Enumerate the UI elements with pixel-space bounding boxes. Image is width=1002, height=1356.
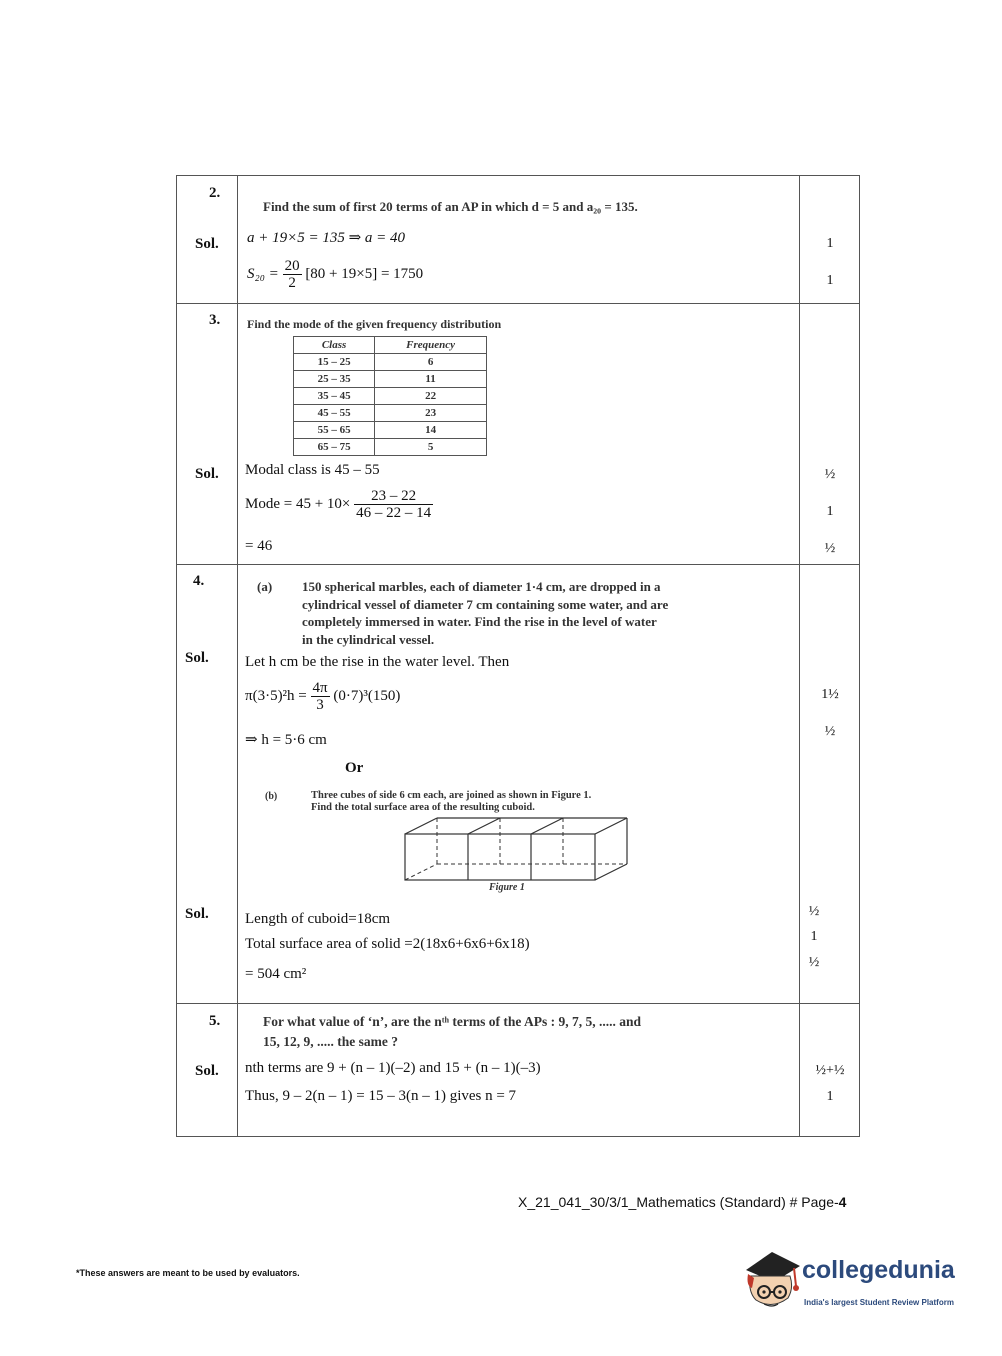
solution-label: Sol. (195, 466, 219, 482)
solution-step (245, 488, 433, 521)
part-label: (b) (265, 791, 278, 802)
solution-label: Sol. (195, 236, 219, 252)
solution-step: = 46 (245, 538, 273, 554)
column-divider (799, 176, 800, 1136)
marks: ½ (808, 904, 820, 919)
question-number: 4. (193, 573, 205, 589)
expression: (0·7)³(150) (333, 687, 401, 704)
cuboid-figure (401, 816, 635, 888)
edge (405, 818, 437, 834)
solution-label: Sol. (195, 1063, 219, 1079)
sum-symbol: S₂₀ = (247, 265, 279, 282)
marks: ½ (824, 467, 836, 482)
answer-table (176, 175, 860, 1137)
question-line: Three cubes of side 6 cm each, are joined as shown in Figure 1. (311, 790, 592, 801)
question-line: For what value of ‘n’, are the nᵗʰ terms of the APs : 9, 7, 5, ..... and (263, 1014, 641, 1029)
question-number: 2. (209, 185, 221, 201)
solution-step: = 504 cm² (245, 966, 307, 982)
solution-step: Length of cuboid=18cm (245, 911, 391, 927)
solution-step (247, 258, 423, 291)
solution-label: Sol. (185, 650, 209, 666)
frequency-table (293, 336, 487, 456)
table-cell: 6 (375, 354, 487, 371)
table-cell: 65 – 75 (294, 439, 375, 456)
question-text (302, 578, 668, 648)
marks: 1 (826, 236, 834, 251)
marks: ½ (824, 541, 836, 556)
fraction (311, 680, 330, 713)
table-row (294, 354, 487, 371)
question-line: 15, 12, 9, ..... the same ? (263, 1034, 398, 1049)
table-header: Frequency (375, 337, 487, 354)
row-divider (177, 303, 859, 304)
logo-wordmark: collegedunia (802, 1256, 955, 1284)
table-cell: 5 (375, 439, 487, 456)
edge (531, 818, 563, 834)
table-cell: 35 – 45 (294, 388, 375, 405)
question-text (311, 790, 591, 814)
table-row (294, 371, 487, 388)
table-cell: 15 – 25 (294, 354, 375, 371)
page-footer (518, 1194, 846, 1210)
marks: 1 (810, 929, 818, 944)
numerator: 20 (284, 258, 300, 274)
part-label: (a) (257, 579, 273, 594)
question-text: Find the mode of the given frequency distribution (247, 317, 502, 331)
solution-step: Thus, 9 – 2(n – 1) = 15 – 3(n – 1) gives n = 7 (245, 1088, 517, 1104)
fraction (354, 488, 433, 521)
solution-step: Let h cm be the rise in the water level. Then (245, 654, 510, 670)
solution-step (245, 680, 400, 713)
edge (468, 818, 500, 834)
marks: 1 (826, 1089, 834, 1104)
question-line: completely immersed in water. Find the rise in the level of water (302, 614, 657, 629)
table-row (294, 439, 487, 456)
question-line: Find the total surface area of the resulting cuboid. (311, 802, 535, 813)
table-row (294, 388, 487, 405)
numerator: 4π (312, 680, 328, 696)
column-divider (237, 176, 238, 1136)
question-text (263, 1012, 641, 1052)
table-row (294, 405, 487, 422)
marks: ½ (808, 955, 820, 970)
table-cell: 11 (375, 371, 487, 388)
expression: [80 + 19×5] = 1750 (305, 265, 424, 282)
marks: 1 (826, 273, 834, 288)
denominator: 3 (311, 696, 330, 713)
bottom-right-edge (595, 864, 627, 880)
solution-label: Sol. (185, 906, 209, 922)
fraction (283, 258, 302, 291)
question-line: 150 spherical marbles, each of diameter 1·4 cm, are dropped in a (302, 579, 661, 594)
mascot-icon (742, 1248, 802, 1314)
question-line: cylindrical vessel of diameter 7 cm containing some water, and are (302, 596, 669, 612)
solution-step: Total surface area of solid =2(18x6+6x6+6x18) (245, 936, 530, 952)
marks: 1½ (821, 687, 839, 702)
table-row (294, 422, 487, 439)
question-number: 3. (209, 312, 221, 328)
solution-step: nth terms are 9 + (n – 1)(–2) and 15 + (n – 1)(–3) (245, 1060, 541, 1076)
solution-step: ⇒ h = 5·6 cm (245, 732, 327, 748)
marks: ½ (824, 724, 836, 739)
table-cell: 55 – 65 (294, 422, 375, 439)
question-text: Find the sum of first 20 terms of an AP in which d = 5 and a₂₀ = 135. (263, 199, 638, 214)
page-label: X_21_041_30/3/1_Mathematics (Standard) # Page- (518, 1194, 839, 1210)
solution-step: a + 19×5 = 135 ⇒ a = 40 (247, 230, 406, 246)
evaluator-note: *These answers are meant to be used by evaluators. (76, 1268, 300, 1278)
question-line: in the cylindrical vessel. (302, 631, 435, 647)
marks: ½+½ (815, 1063, 845, 1078)
table-header: Class (294, 337, 375, 354)
expression: Mode = 45 + 10× (245, 495, 351, 512)
row-divider (177, 1003, 859, 1004)
question-number: 5. (209, 1013, 221, 1029)
denominator: 2 (283, 274, 302, 291)
marks: 1 (826, 504, 834, 519)
logo-tagline: India's largest Student Review Platform (804, 1298, 954, 1307)
table-cell: 25 – 35 (294, 371, 375, 388)
table-cell: 22 (375, 388, 487, 405)
numerator: 23 – 22 (371, 488, 417, 504)
page-number: 4 (838, 1194, 847, 1210)
table-cell: 14 (375, 422, 487, 439)
edge (595, 818, 627, 834)
figure-caption: Figure 1 (489, 882, 525, 893)
hidden-edge (405, 864, 437, 880)
denominator: 46 – 22 – 14 (356, 505, 432, 521)
row-divider (177, 564, 859, 565)
table-cell: 23 (375, 405, 487, 422)
solution-step: Modal class is 45 – 55 (245, 462, 380, 478)
expression: π(3·5)²h = (245, 687, 307, 704)
or-label: Or (345, 760, 364, 776)
collegedunia-logo (742, 1248, 972, 1318)
table-cell: 45 – 55 (294, 405, 375, 422)
